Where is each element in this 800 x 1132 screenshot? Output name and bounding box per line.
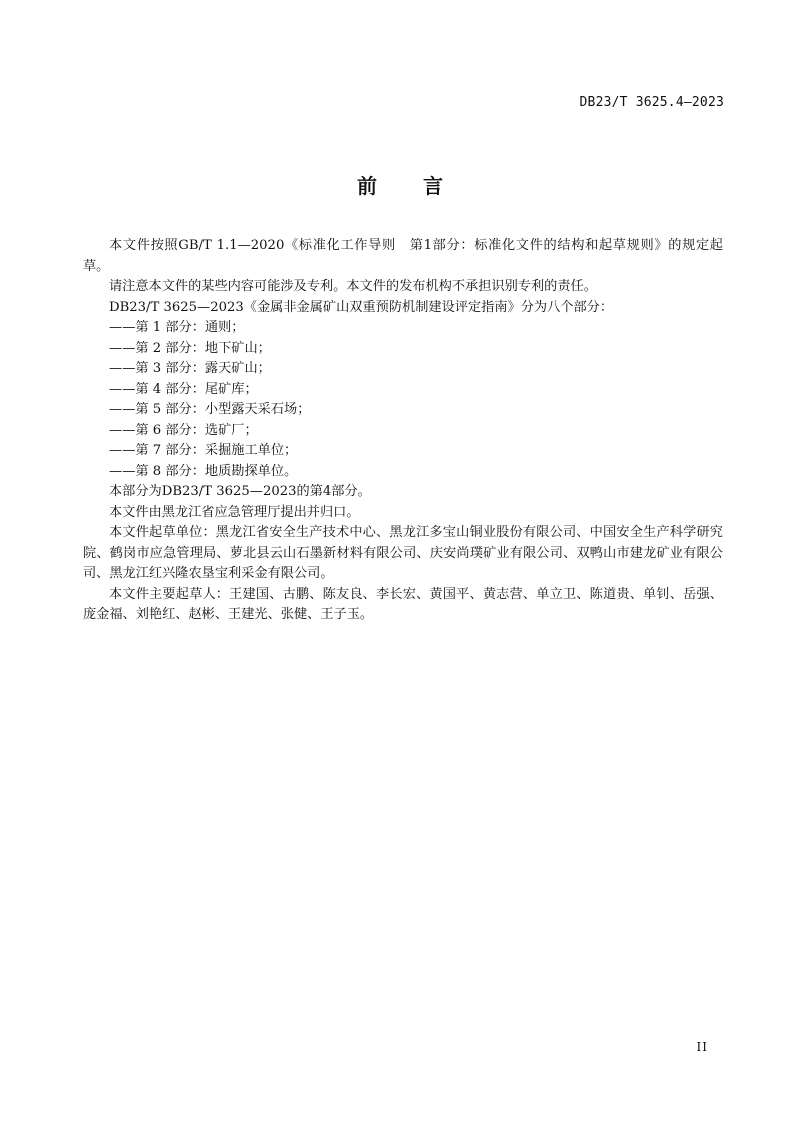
paragraph-drafters: 本文件主要起草人：王建国、古鹏、陈友良、李长宏、黄国平、黄志营、单立卫、陈道贵、单钊、岳强、庞金福、刘艳红、赵彬、王建光、张健、王子玉。 xyxy=(83,586,723,622)
list-item-part-5: ——第 5 部分：小型露天采石场； xyxy=(109,402,311,417)
foreword-body xyxy=(83,236,723,626)
list-item-part-7: ——第 7 部分：采掘施工单位； xyxy=(109,443,298,458)
list-item-part-8: ——第 8 部分：地质勘探单位。 xyxy=(109,463,298,479)
paragraph-part-statement: 本部分为DB23/T 3625—2023的第4部分。 xyxy=(109,484,371,499)
page-number: II xyxy=(696,1040,708,1054)
paragraph-proposer: 本文件由黑龙江省应急管理厅提出并归口。 xyxy=(109,504,360,520)
list-item-part-2: ——第 2 部分：地下矿山； xyxy=(109,340,271,356)
list-item-part-3: ——第 3 部分：露天矿山； xyxy=(109,361,271,376)
paragraph-drafting-rules: 本文件按照GB/T 1.1—2020《标准化工作导则 第1部分：标准化文件的结构和起草规则》的规定起草。 xyxy=(83,238,723,274)
list-item-part-1: ——第 1 部分：通则； xyxy=(109,320,245,335)
list-item-part-4: ——第 4 部分：尾矿库； xyxy=(109,381,258,397)
paragraph-drafting-units: 本文件起草单位：黑龙江省安全生产技术中心、黑龙江多宝山铜业股份有限公司、中国安全生产科学研究院、鹤岗市应急管理局、萝北县云山石墨新材料有限公司、庆安尚璞矿业有限公司、双鸭山市建龙矿业有限公司、黑龙江红兴隆农垦宝利采金有限公司。 xyxy=(83,525,723,581)
paragraph-parts-intro: DB23/T 3625—2023《金属非金属矿山双重预防机制建设评定指南》分为八个部分： xyxy=(109,299,614,315)
paragraph-patent-notice: 请注意本文件的某些内容可能涉及专利。本文件的发布机构不承担识别专利的责任。 xyxy=(109,279,597,294)
page-title: 前言 xyxy=(357,174,489,198)
document-code: DB23/T 3625.4—2023 xyxy=(579,95,724,110)
list-item-part-6: ——第 6 部分：选矿厂； xyxy=(109,422,258,438)
